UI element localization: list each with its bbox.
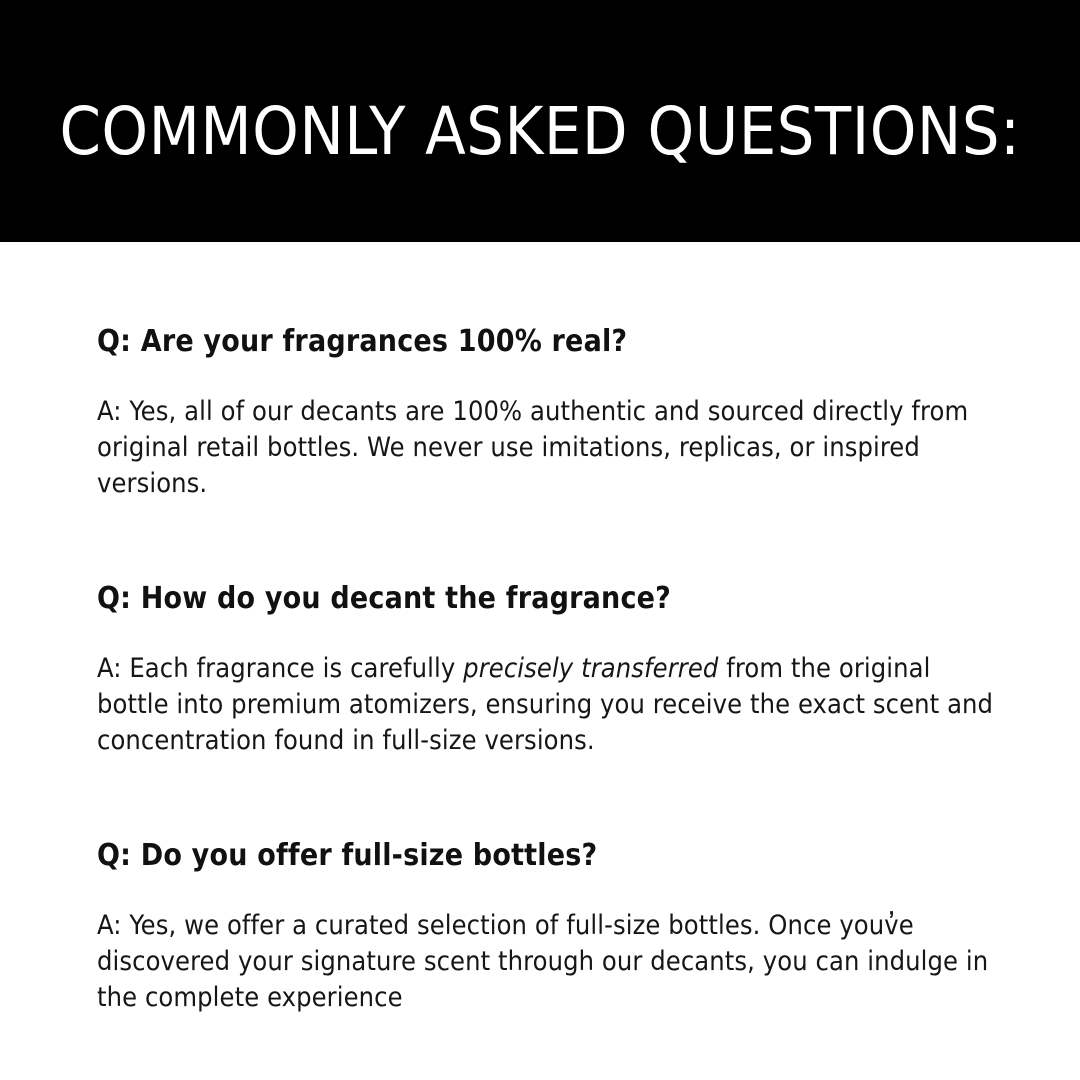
answer-2-text-before: A: Each fragrance is carefully [97, 653, 464, 684]
answer-2-italic-phrase: precisely transferred [463, 653, 719, 684]
header-band [0, 0, 1080, 242]
faq-item-2 [97, 579, 1007, 759]
answer-1: A: Yes, all of our decants are 100% authentic and sourced directly from original retail bottles. We never use imitations, replicas, or inspired versions. [97, 396, 969, 499]
question-2: Q: How do you decant the fragrance? [97, 581, 672, 616]
answer-3: A: Yes, we offer a curated selection of full-size bottles. Once youv̓e discovered your signature scent through our decants, you can indulge in the complete experience [97, 910, 989, 1013]
faq-item-3 [97, 836, 1007, 1016]
faq-list [0, 322, 1080, 1016]
page-title: COMMONLY ASKED QUESTIONS: [59, 92, 1021, 170]
answer-2-text-after: from the original bottle into premium atomizers, ensuring you receive the exact scent and concentration found in full-size versions. [97, 653, 994, 756]
answer-2 [97, 651, 1007, 759]
question-3: Q: Do you offer full-size bottles? [97, 838, 598, 873]
question-1: Q: Are your fragrances 100% real? [97, 324, 628, 359]
faq-item-1 [97, 322, 1007, 502]
